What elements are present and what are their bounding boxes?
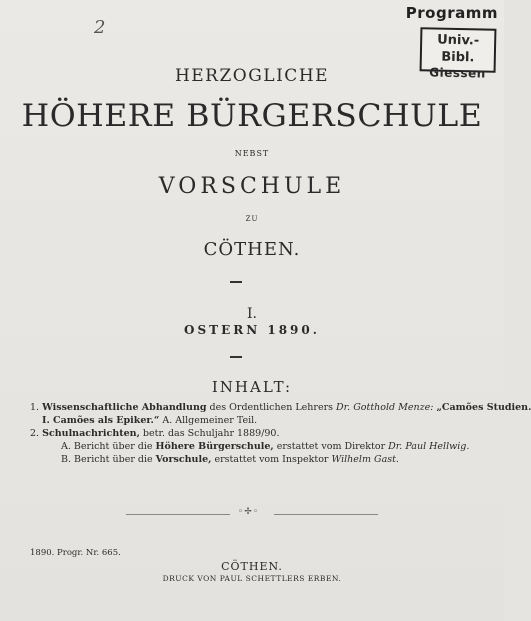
item-subtitle-bold: I. Camões als Epiker.“	[42, 415, 160, 426]
item-text: betr. das Schuljahr 1889/90.	[142, 428, 280, 439]
item-number: 2.	[30, 428, 40, 439]
item-label: A.	[61, 441, 71, 452]
item-label: B.	[61, 454, 72, 465]
divider-dash-1	[230, 281, 242, 283]
handwritten-number: 2	[94, 17, 106, 38]
publisher-city: CÖTHEN.	[221, 560, 283, 573]
item-author: Wilhelm Gast.	[331, 454, 399, 465]
ornament-line-left	[126, 514, 230, 515]
item-text: Bericht über die	[73, 441, 153, 452]
title-place: CÖTHEN.	[203, 239, 301, 260]
item-work-title: „Camões Studien.	[436, 402, 531, 413]
title-line-school: HÖHERE BÜRGERSCHULE	[21, 98, 483, 134]
item-bold: Vorschule,	[155, 454, 212, 465]
ornamental-rule	[126, 507, 378, 518]
issue-number: I.	[247, 306, 257, 322]
item-text-2: erstattet vom Direktor	[276, 441, 386, 452]
program-label: Programm	[405, 4, 498, 22]
item-title-bold: Schulnachrichten,	[42, 428, 140, 439]
contents-item-2b	[61, 453, 399, 466]
item-text-2: erstattet vom Inspektor	[214, 454, 329, 465]
item-text: des Ordentlichen Lehrers	[209, 402, 334, 413]
ornament-center-icon: ◦✢◦	[238, 507, 260, 517]
item-title-bold: Wissenschaftliche Abhandlung	[42, 402, 207, 413]
contents-heading: INHALT:	[211, 378, 293, 396]
item-subtitle-text: A. Allgemeiner Teil.	[162, 415, 258, 426]
contents-item-1	[30, 401, 531, 414]
item-bold: Höhere Bürgerschule,	[155, 441, 274, 452]
ornament-line-right	[274, 514, 378, 515]
item-author: Dr. Paul Hellwig.	[388, 441, 470, 452]
title-line-vorschule: VORSCHULE	[158, 174, 346, 199]
printer-line: DRUCK VON PAUL SCHETTLERS ERBEN.	[162, 574, 342, 583]
title-nebst: NEBST	[234, 149, 270, 158]
contents-item-1-cont	[42, 414, 257, 427]
item-number: 1.	[30, 402, 40, 413]
title-zu: ZU	[245, 215, 259, 223]
item-text: Bericht über die	[74, 454, 153, 465]
item-author: Dr. Gotthold Menze:	[336, 402, 434, 413]
stamp-line-2: Giessen	[429, 65, 486, 81]
stamp-line-1: Univ.-Bibl.	[437, 32, 480, 66]
program-number: 1890. Progr. Nr. 665.	[30, 548, 121, 558]
title-line-herzogliche: HERZOGLICHE	[174, 66, 330, 86]
divider-dash-2	[230, 356, 242, 358]
issue-season: OSTERN 1890.	[184, 323, 320, 337]
contents-item-2	[30, 427, 280, 440]
contents-item-2a	[61, 440, 469, 453]
